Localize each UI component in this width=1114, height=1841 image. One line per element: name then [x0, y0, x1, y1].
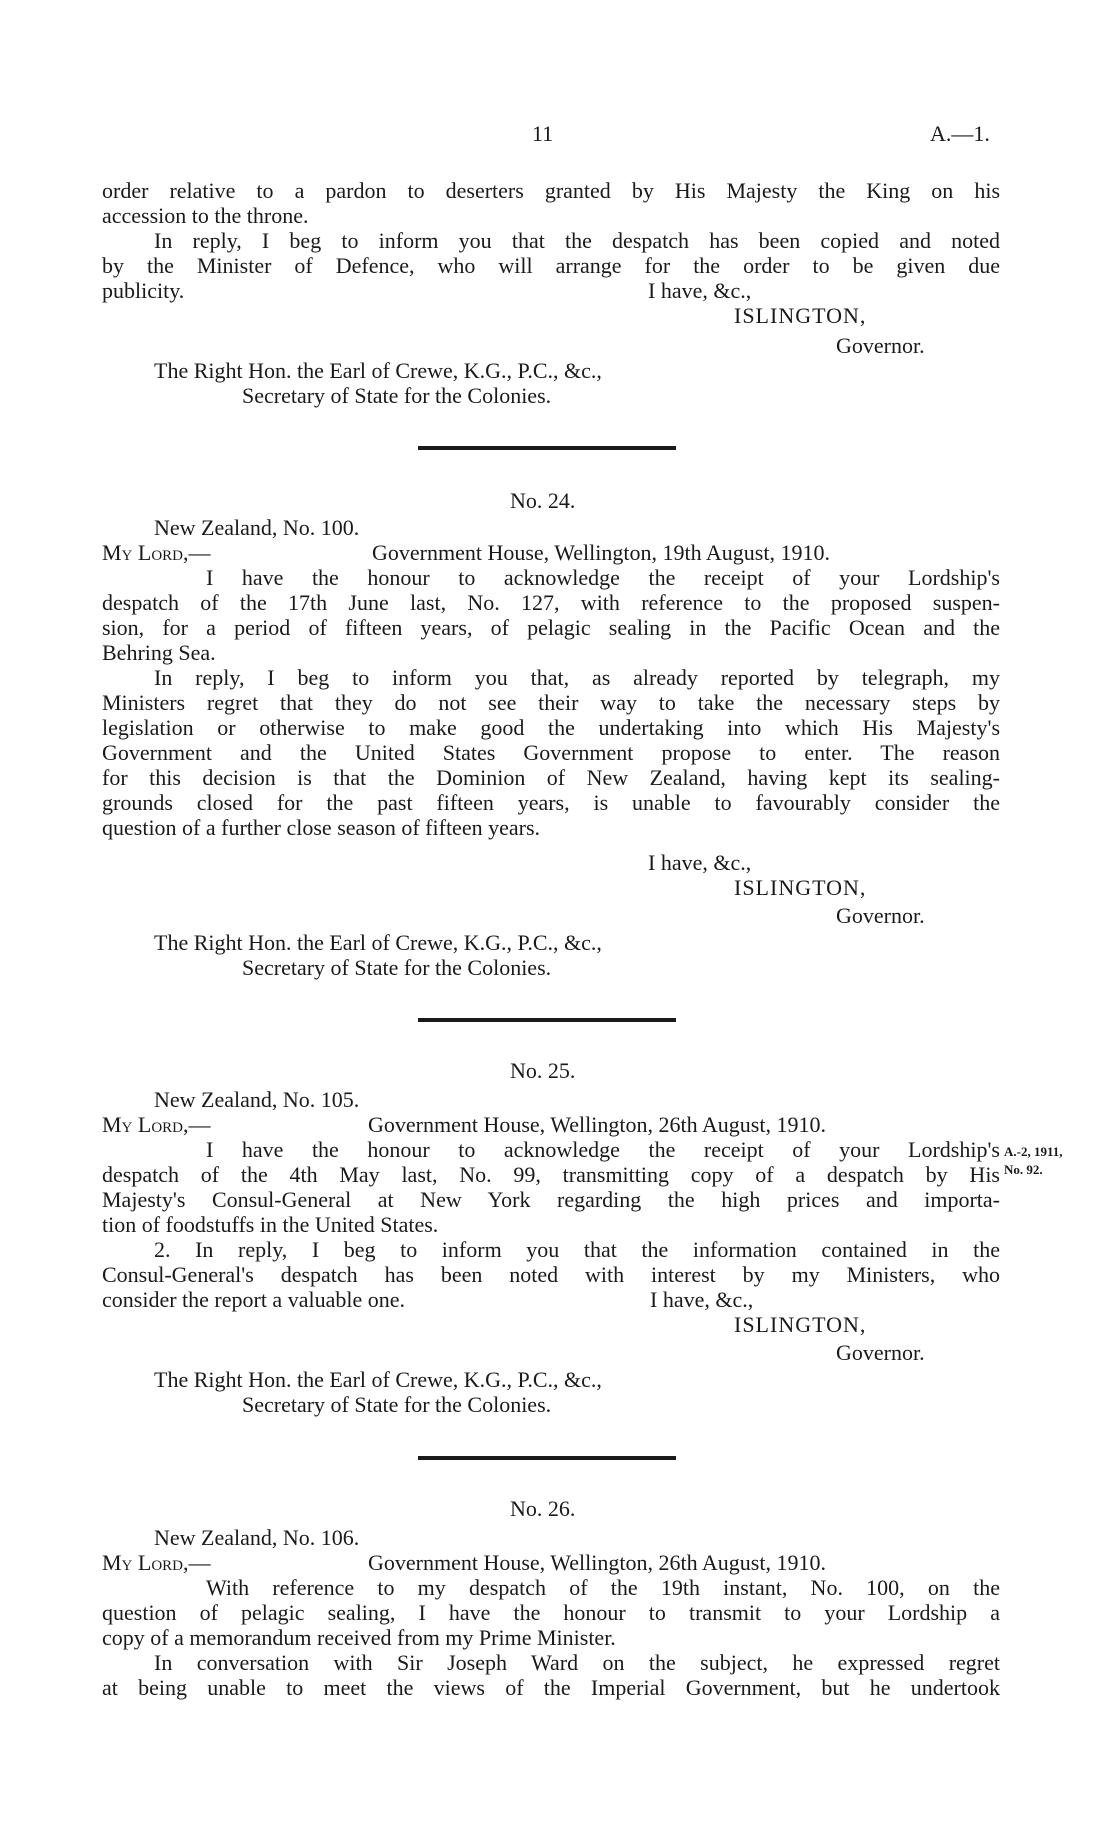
signature: ISLINGTON, [734, 1312, 867, 1337]
section-divider [418, 1456, 676, 1460]
text-line: question of pelagic sealing, I have the honour to transmit to your Lordship a [102, 1600, 1000, 1625]
signature-title: Governor. [836, 1340, 925, 1365]
text-line: With reference to my despatch of the 19th instant, No. 100, on the [206, 1575, 1000, 1600]
despatch-paragraph [102, 1137, 1000, 1237]
signature-title: Governor. [836, 903, 925, 928]
text-line: I have the honour to acknowledge the receipt of your Lordship's [206, 565, 1000, 590]
text-line: In reply, I beg to inform you that the despatch has been copied and noted [154, 228, 1000, 253]
text-line: question of a further close season of fifteen years. [102, 815, 541, 840]
salutation: My Lord,— [102, 1112, 211, 1137]
text-line: copy of a memorandum received from my Prime Minister. [102, 1625, 616, 1650]
text-line: for this decision is that the Dominion of New Zealand, having kept its sealing- [102, 765, 1000, 790]
text-line: Government and the United States Government propose to enter. The reason [102, 740, 1000, 765]
text-line: Majesty's Consul-General at New York regarding the high prices and importa- [102, 1187, 1000, 1212]
despatch-ref: New Zealand, No. 105. [154, 1087, 360, 1112]
text-line: legislation or otherwise to make good the undertaking into which His Majesty's [102, 715, 1000, 740]
series-label: A.—1. [930, 121, 990, 146]
text-line: consider the report a valuable one. [102, 1287, 405, 1312]
page-number: 11 [532, 121, 554, 146]
addressee-office: Secretary of State for the Colonies. [242, 955, 552, 980]
addressee: The Right Hon. the Earl of Crewe, K.G., P.C., &c., [154, 1367, 602, 1392]
closing: I have, &c., [648, 278, 752, 303]
signature: ISLINGTON, [734, 875, 867, 900]
addressee: The Right Hon. the Earl of Crewe, K.G., P.C., &c., [154, 358, 602, 383]
text-line: accession to the throne. [102, 203, 309, 228]
despatch-paragraph [102, 1650, 1000, 1700]
despatch-paragraph [102, 1575, 1000, 1650]
text-line: sion, for a period of fifteen years, of pelagic sealing in the Pacific Ocean and the [102, 615, 1000, 640]
despatch-number: No. 24. [510, 488, 576, 513]
closing: I have, &c., [650, 1287, 754, 1312]
section-23-reply [102, 228, 1000, 303]
text-line: by the Minister of Defence, who will arrange for the order to be given due [102, 253, 1000, 278]
place-date: Government House, Wellington, 19th August, 1910. [372, 540, 830, 565]
place-date: Government House, Wellington, 26th August, 1910. [368, 1112, 826, 1137]
text-line: Ministers regret that they do not see their way to take the necessary steps by [102, 690, 1000, 715]
text-line: In conversation with Sir Joseph Ward on the subject, he expressed regret [154, 1650, 1000, 1675]
addressee: The Right Hon. the Earl of Crewe, K.G., P.C., &c., [154, 930, 602, 955]
addressee-office: Secretary of State for the Colonies. [242, 1392, 552, 1417]
margin-reference-line: A.-2, 1911, [1004, 1144, 1063, 1159]
margin-reference [1004, 1143, 1063, 1179]
text-line: 2. In reply, I beg to inform you that the information contained in the [154, 1237, 1000, 1262]
signature-title: Governor. [836, 333, 925, 358]
salutation: My Lord,— [102, 1550, 211, 1575]
text-line: order relative to a pardon to deserters granted by His Majesty the King on his [102, 178, 1000, 203]
text-line: I have the honour to acknowledge the receipt of your Lordship's [206, 1137, 1000, 1162]
margin-reference-line: No. 92. [1004, 1162, 1043, 1177]
despatch-ref: New Zealand, No. 100. [154, 515, 360, 540]
section-divider [418, 1018, 676, 1022]
salutation: My Lord,— [102, 540, 211, 565]
text-line: Behring Sea. [102, 640, 216, 665]
place-date: Government House, Wellington, 26th August, 1910. [368, 1550, 826, 1575]
despatch-number: No. 26. [510, 1496, 576, 1521]
text-line: grounds closed for the past fifteen years, is unable to favourably consider the [102, 790, 1000, 815]
text-line: Consul-General's despatch has been noted with interest by my Ministers, who [102, 1262, 1000, 1287]
text-line: publicity. [102, 278, 185, 303]
despatch-paragraph [102, 565, 1000, 665]
text-line: In reply, I beg to inform you that, as already reported by telegraph, my [154, 665, 1000, 690]
despatch-number: No. 25. [510, 1058, 576, 1083]
text-line: despatch of the 17th June last, No. 127, with reference to the proposed suspen- [102, 590, 1000, 615]
section-23-body [102, 178, 1000, 228]
signature: ISLINGTON, [734, 303, 867, 328]
text-line: tion of foodstuffs in the United States. [102, 1212, 439, 1237]
text-line: despatch of the 4th May last, No. 99, transmitting copy of a despatch by His [102, 1162, 1000, 1187]
closing: I have, &c., [648, 850, 752, 875]
despatch-ref: New Zealand, No. 106. [154, 1525, 360, 1550]
despatch-paragraph [102, 1237, 1000, 1312]
despatch-paragraph [102, 665, 1000, 840]
text-line: at being unable to meet the views of the Imperial Government, but he undertook [102, 1675, 1000, 1700]
addressee-office: Secretary of State for the Colonies. [242, 383, 552, 408]
section-divider [418, 446, 676, 450]
